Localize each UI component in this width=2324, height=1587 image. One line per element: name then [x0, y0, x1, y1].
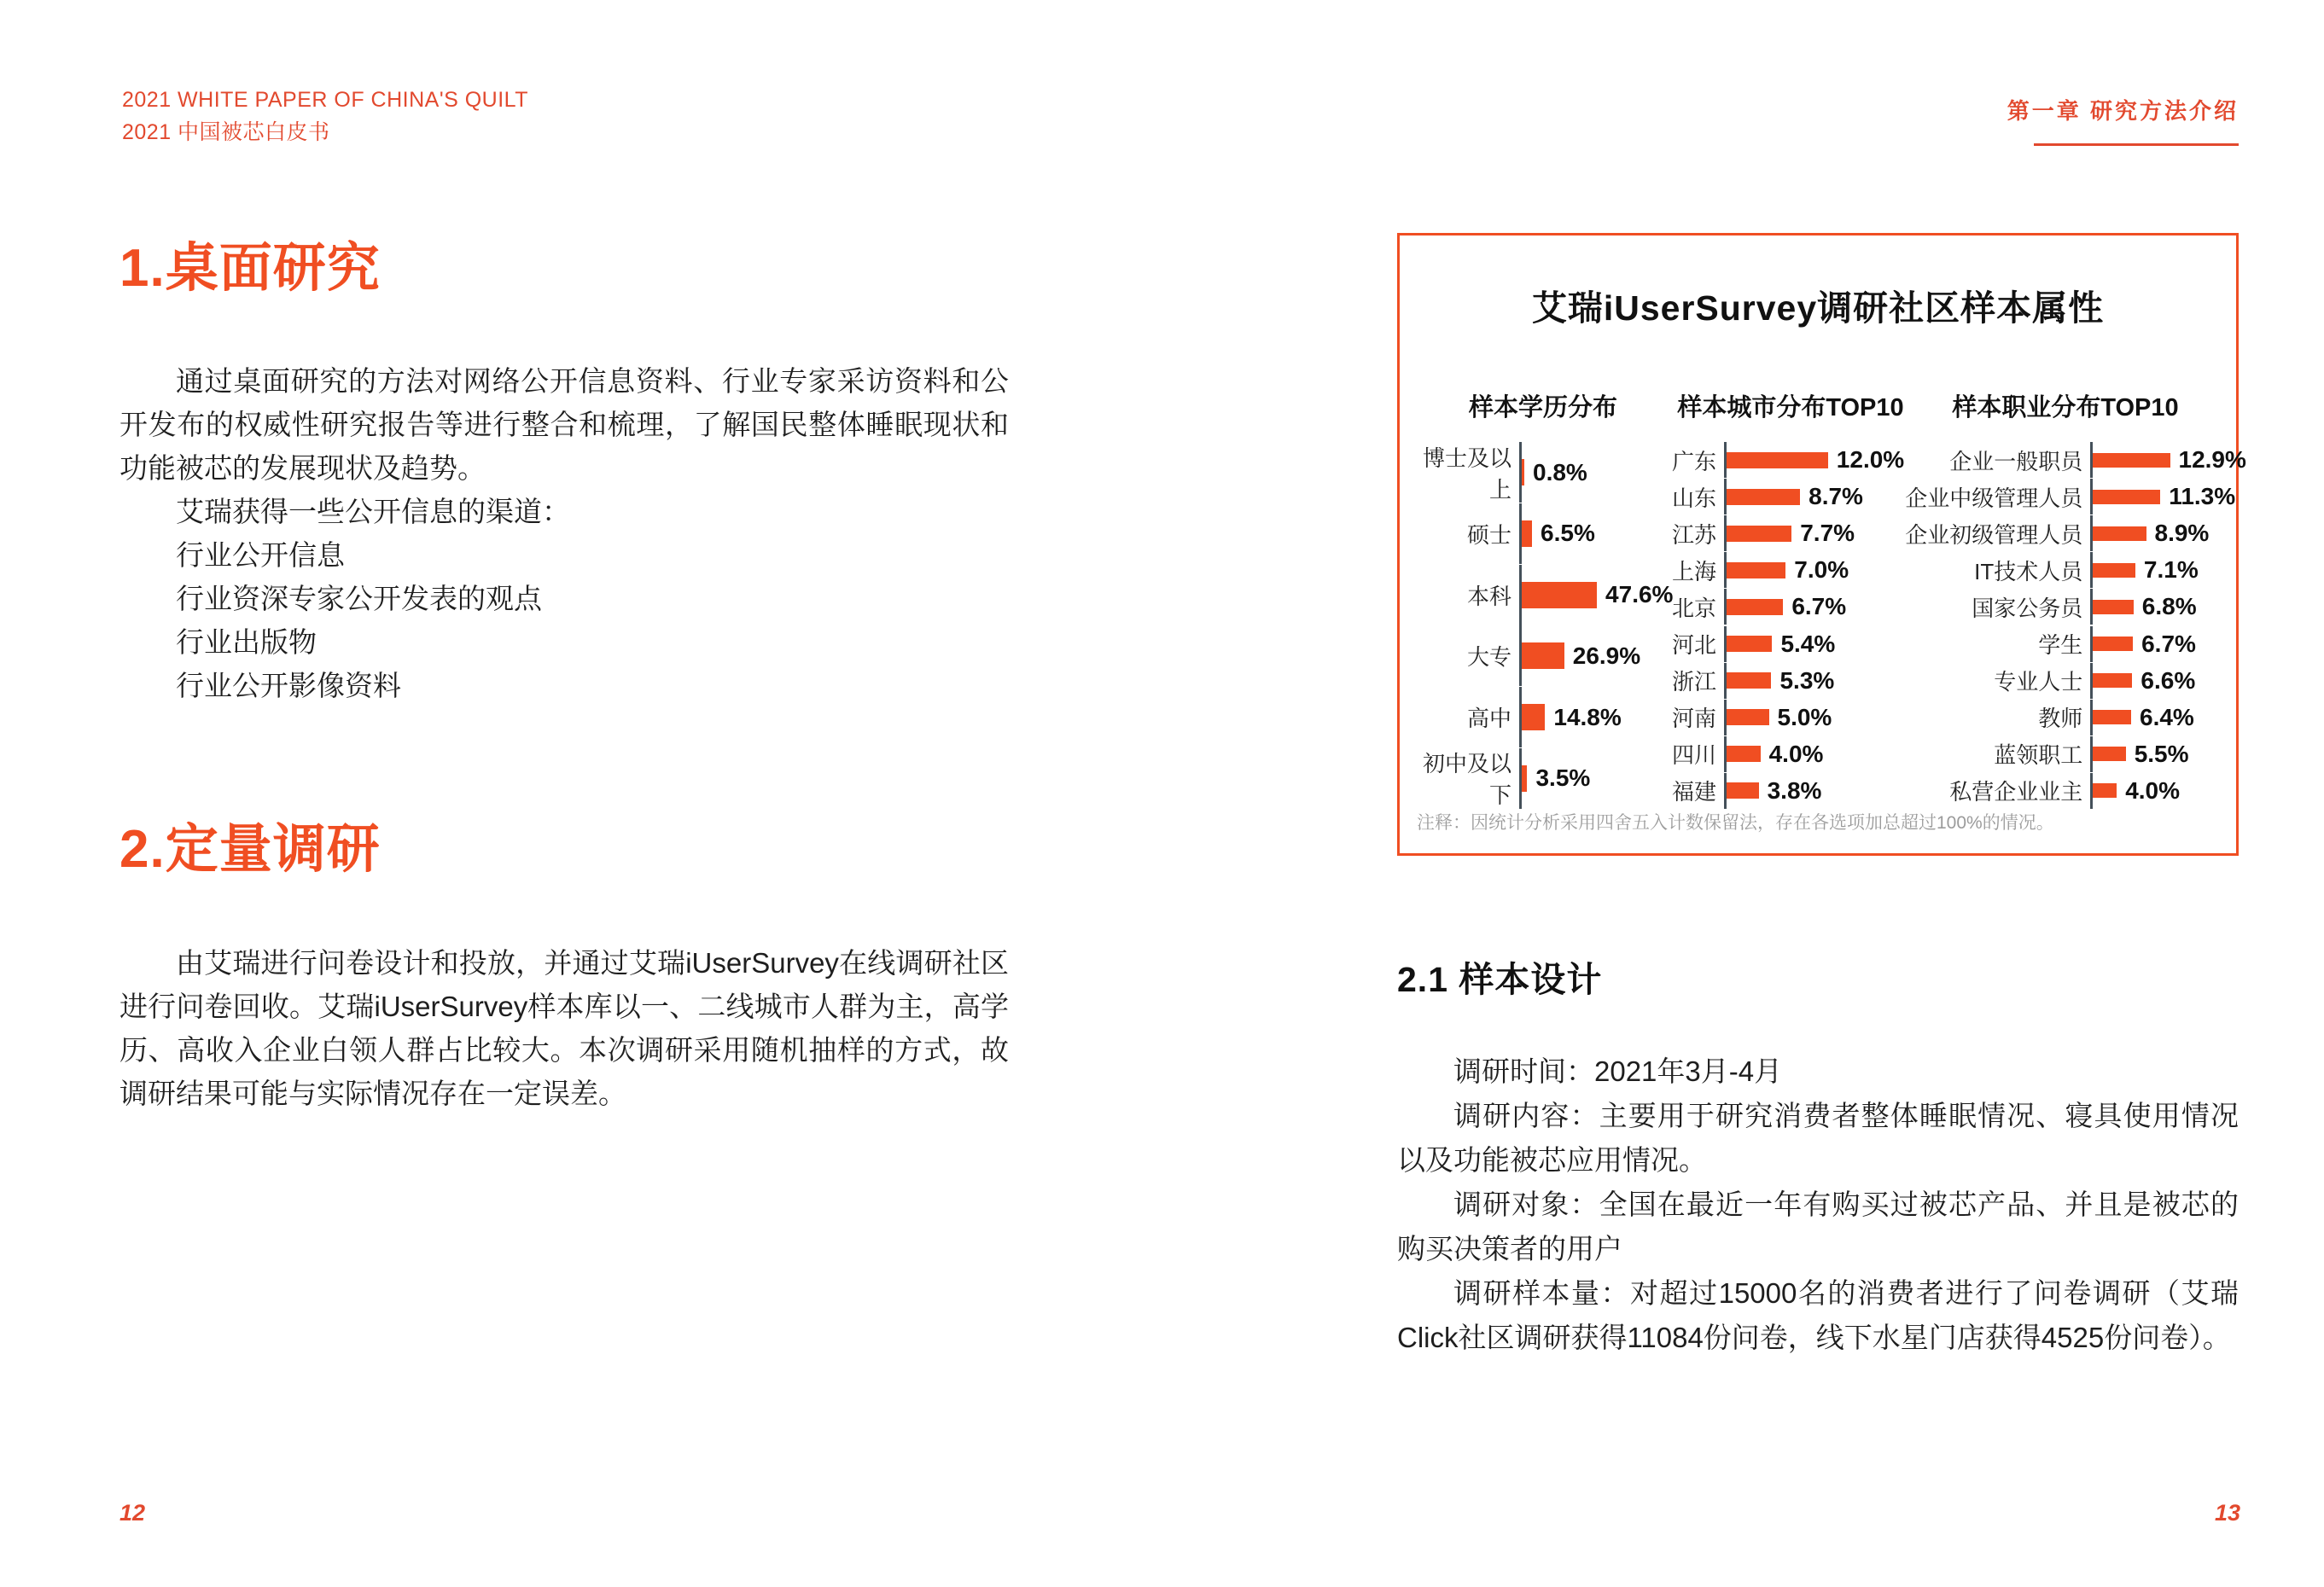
bar-cell [2090, 773, 2246, 809]
chart-row [1671, 663, 1904, 699]
bar-category-label: 教师 [2038, 706, 2083, 732]
bar [1727, 672, 1771, 689]
chart-row [1671, 479, 1904, 514]
bar-category-label: 江苏 [1671, 521, 1716, 548]
panel-header-occupation: 样本职业分布TOP10 [1952, 394, 2179, 421]
section1-paragraph: 通过桌面研究的方法对网络公开信息资料、行业专家采访资料和公开发布的权威性研究报告等进行整合和梳理，了解国民整体睡眠现状和功能被芯的发展现状及趋势。 [119, 365, 1009, 485]
bar-value-label: 5.3% [1779, 666, 1835, 694]
bar-value-label: 5.4% [1780, 630, 1836, 657]
bar-value-label: 5.0% [1777, 703, 1832, 730]
bar-category-label: 企业一般职员 [1949, 448, 2083, 474]
bar-cell [1724, 479, 1904, 514]
bar-category-label: 私营企业业主 [1949, 779, 2083, 805]
panel-header-education: 样本学历分布 [1468, 394, 1617, 421]
bar [1522, 582, 1597, 608]
chart-note: 注释：因统计分析采用四舍五入计数保留法，存在各选项加总超过100%的情况。 [1417, 813, 2054, 833]
bar [2093, 490, 2160, 504]
header-left [122, 84, 528, 148]
bar-category-label: 广东 [1671, 448, 1716, 474]
section1-body [119, 359, 1009, 707]
left-column [119, 239, 1009, 1115]
channels-intro: 艾瑞获得一些公开信息的渠道： [176, 496, 570, 528]
chart-row [1904, 736, 2246, 772]
bar-category-label: 初中及以下 [1422, 751, 1511, 809]
bar-cell [1724, 700, 1904, 735]
section21-paragraph: 调研内容：主要用于研究消费者整体睡眠情况、寝具使用情况以及功能被芯应用情况。 [1397, 1100, 2239, 1176]
chart-row [1904, 515, 2246, 551]
bar [2093, 563, 2135, 578]
bar-value-label: 12.9% [2178, 446, 2246, 473]
bar-cell [2090, 552, 2246, 588]
chart-row [1415, 503, 1671, 564]
bar [2093, 710, 2131, 724]
header-chapter: 第一章 研究方法介绍 [2007, 98, 2239, 124]
section1-title: 1.桌面研究 [119, 239, 381, 298]
bar-category-label: 高中 [1466, 706, 1511, 732]
bar-value-label: 4.0% [1768, 740, 1824, 767]
bar-cell [1724, 626, 1904, 662]
bar-category-label: 河南 [1671, 706, 1716, 732]
occupation-bar-panel [1904, 442, 2246, 809]
chart-row [1671, 626, 1904, 662]
bar [2093, 526, 2146, 541]
bar-category-label: 企业中级管理人员 [1905, 485, 2083, 511]
bar [2093, 673, 2132, 688]
education-bar-panel [1415, 442, 1674, 809]
header-underline [2034, 143, 2239, 146]
chart-row [1904, 663, 2246, 699]
channel-item: 行业出版物 [176, 626, 317, 659]
bar-value-label: 6.7% [1791, 593, 1847, 620]
bar-category-label: 专业人士 [1994, 669, 2083, 695]
bar-cell [2090, 442, 2246, 478]
channel-item: 行业公开影像资料 [176, 670, 401, 702]
bar [1522, 704, 1545, 730]
bar-cell [1724, 663, 1904, 699]
bar-value-label: 3.5% [1535, 764, 1591, 792]
bar [2093, 637, 2133, 651]
chart-row [1904, 442, 2246, 478]
bar-value-label: 6.6% [2141, 666, 2196, 694]
bar [1522, 642, 1564, 669]
chart-row [1415, 625, 1671, 686]
section21-title: 2.1 样本设计 [1397, 960, 1603, 999]
bar [2093, 453, 2170, 468]
bar [1727, 709, 1769, 725]
bar-category-label: 上海 [1671, 558, 1716, 584]
bar-value-label: 12.0% [1836, 446, 1905, 473]
bar-category-label: 企业初级管理人员 [1905, 521, 2083, 548]
bar-cell [1724, 552, 1904, 588]
chart-row [1671, 736, 1904, 772]
chart-row [1904, 773, 2246, 809]
bar-value-label: 6.8% [2141, 593, 2197, 620]
bar-cell [1724, 736, 1904, 772]
bar [1727, 636, 1772, 652]
chart-row [1671, 552, 1904, 588]
bar-category-label: 浙江 [1671, 669, 1716, 695]
bar-category-label: IT技术人员 [1974, 558, 2083, 584]
bar-cell [1724, 589, 1904, 625]
bar-cell [1519, 565, 1673, 625]
chart-row [1415, 565, 1674, 625]
bar-category-label: 硕士 [1466, 521, 1511, 548]
bar-value-label: 6.4% [2140, 703, 2194, 730]
chart-row [1671, 515, 1904, 551]
chart-row [1904, 589, 2246, 625]
bar-cell [2090, 479, 2246, 514]
bar [2093, 600, 2134, 614]
chart-row [1671, 589, 1904, 625]
bar-value-label: 11.3% [2169, 483, 2236, 510]
page-number-left: 12 [119, 1500, 146, 1526]
bar-value-label: 5.5% [2134, 740, 2189, 767]
chart-row [1415, 687, 1671, 747]
section21 [1397, 951, 2239, 1360]
bar [1522, 765, 1527, 792]
chart-row [1415, 748, 1671, 809]
chart-row [1671, 442, 1904, 478]
bar-category-label: 博士及以上 [1422, 445, 1511, 503]
header-left-line2: 2021 中国被芯白皮书 [122, 120, 330, 144]
bar-value-label: 0.8% [1533, 458, 1587, 485]
bar [2093, 747, 2126, 761]
bar [1727, 489, 1800, 505]
bar-category-label: 四川 [1671, 742, 1716, 769]
bar-cell [2090, 626, 2246, 662]
bar-cell [1519, 625, 1671, 686]
bar-cell [2090, 589, 2246, 625]
bar-cell [1724, 773, 1904, 809]
bar-value-label: 7.7% [1800, 520, 1855, 547]
channel-item: 行业公开信息 [176, 539, 345, 572]
bar-category-label: 本科 [1466, 583, 1511, 609]
chart-row [1904, 626, 2246, 662]
chart-row [1904, 700, 2246, 735]
channel-item: 行业资深专家公开发表的观点 [176, 583, 542, 615]
bar-category-label: 山东 [1671, 485, 1716, 511]
bar [1727, 526, 1791, 542]
chart-row [1671, 773, 1904, 809]
bar-category-label: 蓝领职工 [1994, 742, 2083, 769]
chart-row [1415, 442, 1671, 503]
bar-cell [1519, 503, 1671, 564]
city-bar-panel [1671, 442, 1904, 809]
bar-value-label: 6.5% [1541, 520, 1595, 547]
chart-panels [1400, 442, 2246, 809]
section2-title: 2.定量调研 [119, 820, 381, 880]
bar [1727, 562, 1785, 578]
bar-cell [2090, 700, 2246, 735]
page-number-right: 13 [2214, 1500, 2240, 1526]
bar-value-label: 47.6% [1605, 581, 1674, 608]
section21-paragraph: 调研时间：2021年3月-4月 [1453, 1055, 1783, 1087]
chart-row [1904, 479, 2246, 514]
bar-category-label: 学生 [2038, 632, 2083, 659]
bar-value-label: 14.8% [1553, 703, 1622, 730]
bar-value-label: 7.0% [1794, 556, 1849, 584]
chart-row [1904, 552, 2246, 588]
bar [1727, 452, 1828, 468]
bar-cell [2090, 663, 2246, 699]
bar-cell [1724, 515, 1904, 551]
bar-value-label: 6.7% [2141, 630, 2196, 657]
bar [1727, 782, 1759, 799]
section2-body [119, 941, 1009, 1115]
chart-title: 艾瑞iUserSurvey调研社区样本属性 [1531, 288, 2105, 328]
section2-paragraph: 由艾瑞进行问卷设计和投放，并通过艾瑞iUserSurvey在线调研社区进行问卷回收。艾瑞iUserSurvey样本库以一、二线城市人群为主，高学历、高收入企业白领人群占比较大。本次调研采用随机抽样的方式，故调研结果可能与实际情况存在一定误差。 [119, 946, 1009, 1109]
bar [1522, 459, 1524, 485]
bar [1522, 520, 1532, 547]
bar-value-label: 7.1% [2143, 556, 2199, 584]
bar-cell [2090, 515, 2246, 551]
bar-cell [1724, 442, 1904, 478]
bar-value-label: 8.9% [2154, 520, 2210, 547]
header-left-line1: 2021 WHITE PAPER OF CHINA'S QUILT [122, 88, 528, 112]
bar-category-label: 北京 [1671, 595, 1716, 621]
panel-header-city: 样本城市分布TOP10 [1677, 394, 1904, 421]
bar-category-label: 河北 [1671, 632, 1716, 659]
bar-cell [1519, 442, 1671, 503]
bar-value-label: 3.8% [1767, 776, 1822, 804]
section21-paragraph: 调研对象：全国在最近一年有购买过被芯产品、并且是被芯的购买决策者的用户 [1397, 1189, 2239, 1264]
section21-paragraph: 调研样本量：对超过15000名的消费者进行了问卷调研（艾瑞Click社区调研获得11084份问卷，线下水星门店获得4525份问卷）。 [1397, 1277, 2239, 1353]
bar-cell [1519, 687, 1671, 747]
chart-row [1671, 700, 1904, 735]
bar-category-label: 福建 [1671, 779, 1716, 805]
chart-panel-headers [1400, 388, 2236, 423]
bar-cell [2090, 736, 2246, 772]
bar-cell [1519, 748, 1671, 809]
bar-value-label: 8.7% [1809, 483, 1863, 510]
bar-category-label: 大专 [1466, 644, 1511, 671]
bar [2093, 783, 2117, 798]
sample-attributes-chart [1397, 233, 2246, 856]
bar [1727, 746, 1761, 762]
bar [1727, 599, 1783, 615]
bar-value-label: 4.0% [2125, 776, 2181, 804]
bar-value-label: 26.9% [1572, 642, 1641, 669]
bar-category-label: 国家公务员 [1972, 595, 2083, 621]
